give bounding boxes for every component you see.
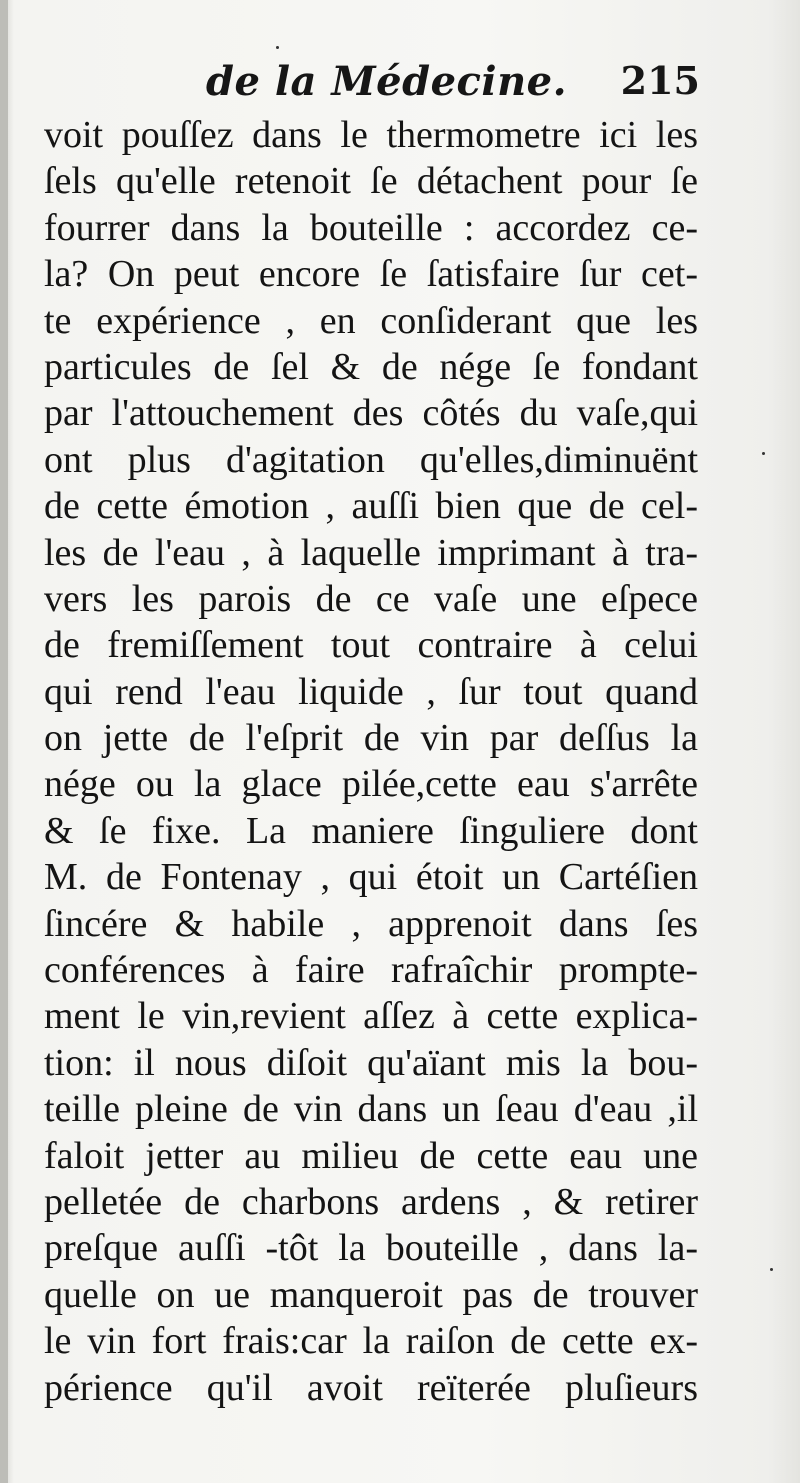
text-line: la? On peut encore ſe ſatisfaire ſur cet- bbox=[44, 253, 698, 296]
text-line: par l'attouchement des côtés du vaſe,qui bbox=[44, 392, 698, 435]
text-line: preſque auſſi -tôt la bouteille , dans la- bbox=[44, 1227, 698, 1270]
text-line: de fremiſſement tout contraire à celui bbox=[44, 624, 698, 667]
text-line: pelletée de charbons ardens , & retirer bbox=[44, 1180, 698, 1223]
text-line: de cette émotion , auſſi bien que de cel- bbox=[44, 485, 698, 528]
text-line: voit pouſſez dans le thermometre ici les bbox=[44, 114, 698, 156]
text-line: périence qu'il avoit reïterée pluſieurs bbox=[44, 1366, 698, 1409]
text-line: particules de ſel & de nége ſe fondant bbox=[44, 345, 698, 388]
text-line: le vin fort frais:car la raiſon de cette ex- bbox=[44, 1320, 698, 1363]
text-line: ont plus d'agitation qu'elles,diminuënt bbox=[44, 438, 698, 481]
running-title: de la Médecine. bbox=[206, 58, 568, 105]
text-line: & ſe fixe. La maniere ſinguliere dont bbox=[44, 809, 698, 852]
text-line: teille pleine de vin dans un ſeau d'eau ,il bbox=[44, 1088, 698, 1131]
text-line: vers les parois de ce vaſe une eſpece bbox=[44, 577, 698, 620]
text-line: M. de Fontenay , qui étoit un Cartéſien bbox=[44, 856, 698, 899]
text-line: ſincére & habile , apprenoit dans ſes bbox=[44, 902, 698, 945]
body-text bbox=[44, 112, 698, 1411]
text-line: tion: il nous diſoit qu'aïant mis la bou- bbox=[44, 1041, 698, 1084]
ink-speck bbox=[770, 1268, 773, 1271]
text-line: quelle on ue manqueroit pas de trouver bbox=[44, 1273, 698, 1316]
page-gutter-shadow bbox=[0, 0, 8, 1483]
text-line: on jette de l'eſprit de vin par deſſus la bbox=[44, 717, 698, 760]
text-line: les de l'eau , à laquelle imprimant à tra- bbox=[44, 531, 698, 574]
text-line: conférences à faire rafraîchir prompte- bbox=[44, 949, 698, 992]
text-line: faloit jetter au milieu de cette eau une bbox=[44, 1134, 698, 1177]
page-number: 215 bbox=[620, 58, 700, 103]
ink-speck bbox=[762, 452, 765, 455]
text-line: nége ou la glace pilée,cette eau s'arrête bbox=[44, 763, 698, 806]
text-line: fourrer dans la bouteille : accordez ce- bbox=[44, 206, 698, 249]
text-line: ment le vin,revient aſſez à cette explica- bbox=[44, 995, 698, 1038]
text-line: ſels qu'elle retenoit ſe détachent pour ſe bbox=[44, 160, 698, 203]
ink-speck bbox=[276, 46, 279, 49]
text-line: te expérience , en conſiderant que les bbox=[44, 299, 698, 342]
text-line: qui rend l'eau liquide , ſur tout quand bbox=[44, 670, 698, 713]
